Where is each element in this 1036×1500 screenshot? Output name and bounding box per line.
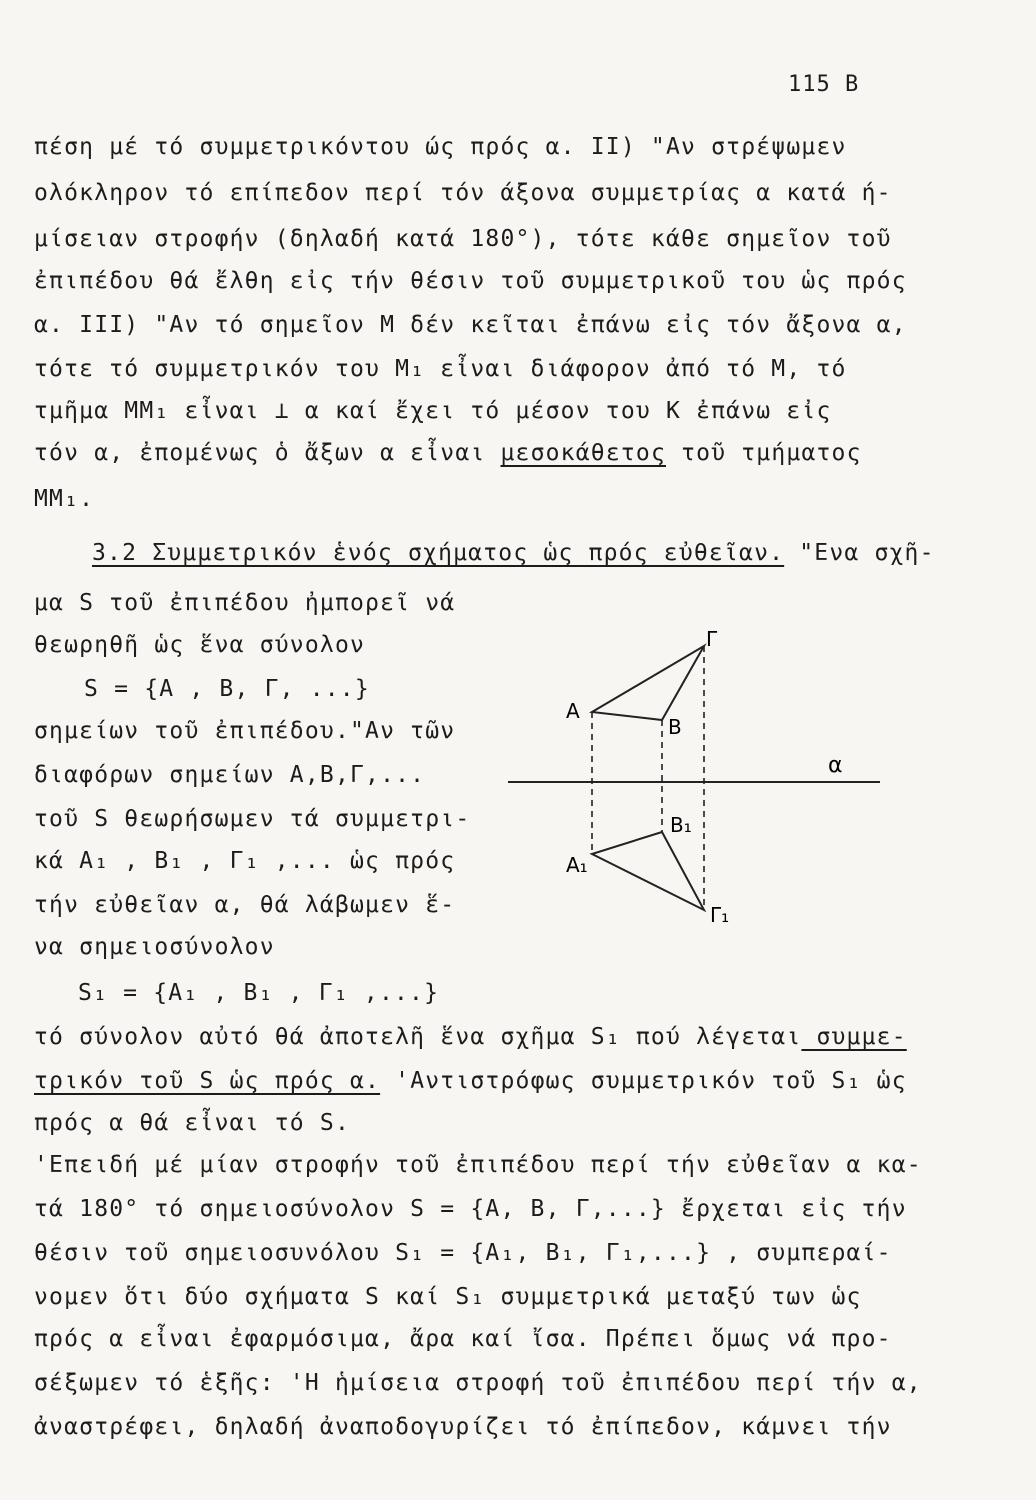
left-column-line: σημείων τοῦ ἐπιπέδου."Αν τῶν bbox=[34, 718, 456, 744]
set-formula: S₁ = {A₁ , B₁ , Γ₁ ,...} bbox=[78, 980, 440, 1006]
label-axis-alpha: α bbox=[828, 753, 843, 778]
left-column-line: να σημειοσύνολον bbox=[34, 934, 275, 960]
left-column-line: κά A₁ , B₁ , Γ₁ ,... ὡς πρός bbox=[34, 848, 456, 874]
underlined-term: συμμε- bbox=[801, 1024, 907, 1050]
text-line: πέση μέ τό συμμετρικόντου ώς πρός α. II) "Αν στρέψωμεν bbox=[34, 134, 847, 160]
symmetry-figure bbox=[500, 620, 900, 940]
text-line: σέξωμεν τό ἑξῆς: 'Η ἡμίσεια στροφή τοῦ ἐπιπέδου περί τήν α, bbox=[34, 1370, 922, 1396]
text-segment: τό σύνολον αὐτό θά ἀποτελῆ ἕνα σχῆμα S₁ πού λέγεται bbox=[34, 1024, 802, 1050]
text-segment: τόν α, ἐπομένως ὁ ἄξων α εἶναι bbox=[34, 440, 486, 466]
label-gamma: Γ bbox=[706, 627, 718, 651]
text-line: πρός α εἶναι ἐφαρμόσιμα, ἄρα καί ἴσα. Πρέπει ὅμως νά προ- bbox=[34, 1326, 892, 1352]
set-formula: S = {A , B, Γ, ...} bbox=[84, 676, 370, 702]
text-line: τμῆμα MM₁ εἶναι ⊥ α καί ἔχει τό μέσον του K ἐπάνω εἰς bbox=[34, 398, 832, 424]
text-line: MM₁. bbox=[34, 486, 95, 512]
left-column-line: θεωρηθῆ ὡς ἕνα σύνολον bbox=[34, 632, 366, 658]
label-gamma1: Γ₁ bbox=[710, 903, 730, 927]
text-line: τότε τό συμμετρικόν του M₁ εἶναι διάφορον ἀπό τό M, τό bbox=[34, 356, 847, 382]
label-b: B bbox=[668, 715, 682, 739]
left-column-line: διαφόρων σημείων A,B,Γ,... bbox=[34, 762, 426, 788]
text-line bbox=[34, 1068, 907, 1094]
text-line: τά 180° τό σημειοσύνολον S = {A, B, Γ,...} ἔρχεται εἰς τήν bbox=[34, 1196, 907, 1222]
text-line: θέσιν τοῦ σημειοσυνόλου S₁ = {A₁, B₁, Γ₁,...} , συμπεραί- bbox=[34, 1240, 892, 1266]
triangle-abg bbox=[592, 646, 704, 720]
label-b1: B₁ bbox=[670, 813, 692, 837]
text-segment: 'Αντιστρόφως συμμετρικόν τοῦ S₁ ὡς bbox=[395, 1068, 907, 1094]
left-column-line: μα S τοῦ ἐπιπέδου ἠμπορεῖ νά bbox=[34, 590, 456, 616]
page-number: 115 B bbox=[788, 72, 860, 97]
text-line: μίσειαν στροφήν (δηλαδή κατά 180°), τότε κάθε σημεῖον τοῦ bbox=[34, 226, 892, 252]
text-line bbox=[34, 440, 862, 466]
triangle-a1b1g1 bbox=[592, 832, 704, 910]
text-line: ολόκληρον τό επίπεδον περί τόν άξονα συμμετρίας α κατά ή- bbox=[34, 180, 892, 206]
left-column-line: τήν εὐθεῖαν α, θά λάβωμεν ἕ- bbox=[34, 892, 456, 918]
section-heading: 3.2 Συμμετρικόν ἑνός σχήματος ὡς πρός εὐθεῖαν. bbox=[92, 540, 785, 566]
label-a: A bbox=[566, 699, 580, 723]
left-column-line: τοῦ S θεωρήσωμεν τά συμμετρι- bbox=[34, 806, 471, 832]
section-heading-line bbox=[92, 540, 935, 566]
underlined-term: μεσοκάθετος bbox=[500, 440, 667, 466]
text-line: α. III) "Αν τό σημεῖον M δέν κεῖται ἐπάνω εἰς τόν ἄξονα α, bbox=[34, 312, 907, 338]
text-line: ἀναστρέφει, δηλαδή ἀναποδογυρίζει τό ἐπίπεδον, κάμνει τήν bbox=[34, 1414, 892, 1440]
text-line: ἐπιπέδου θά ἔλθη εἰς τήν θέσιν τοῦ συμμετρικοῦ του ὡς πρός bbox=[34, 268, 907, 294]
label-a1: A₁ bbox=[566, 853, 588, 877]
text-line: νομεν ὅτι δύο σχήματα S καί S₁ συμμετρικά μεταξύ των ὡς bbox=[34, 1284, 862, 1310]
text-segment: "Ενα σχῆ- bbox=[784, 540, 935, 566]
text-line bbox=[34, 1024, 907, 1050]
text-line: 'Επειδή μέ μίαν στροφήν τοῦ ἐπιπέδου περί τήν εὐθεῖαν α κα- bbox=[34, 1152, 922, 1178]
text-line: πρός α θά εἶναι τό S. bbox=[34, 1110, 350, 1136]
underlined-term: τρικόν τοῦ S ὡς πρός α. bbox=[34, 1068, 381, 1094]
text-segment: τοῦ τμήματος bbox=[666, 440, 862, 466]
